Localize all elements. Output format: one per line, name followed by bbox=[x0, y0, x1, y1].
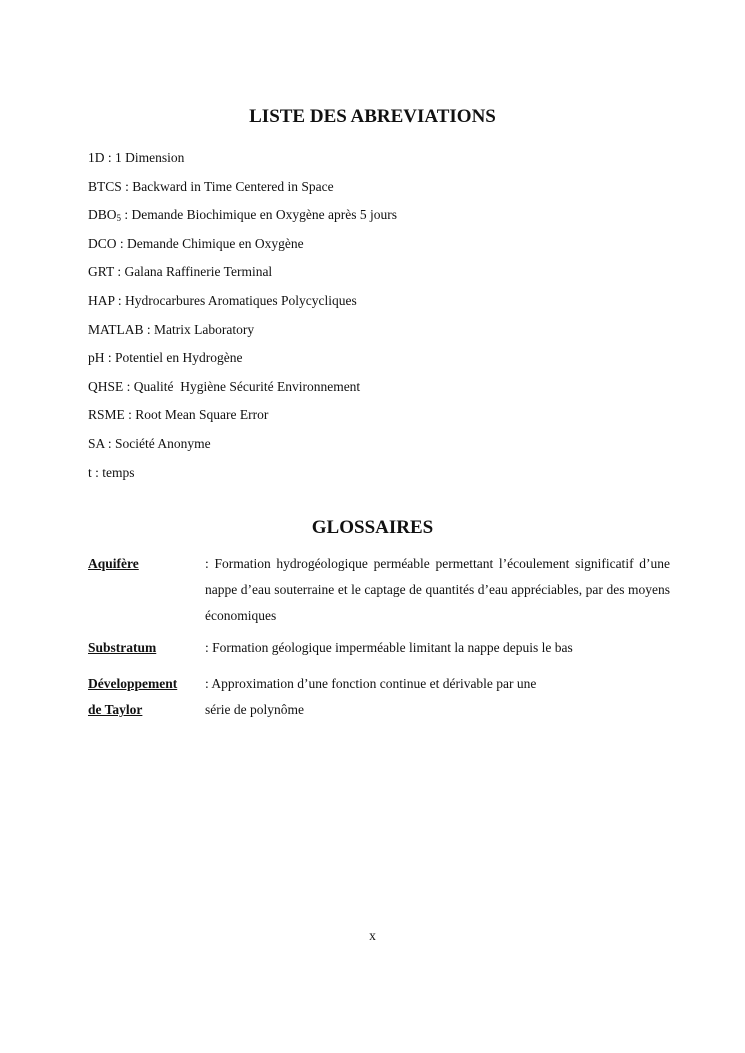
abbreviation-suffix: : Demande Biochimique en Oxygène après 5 jours bbox=[121, 207, 397, 223]
abbreviation-item: DCO : Demande Chimique en Oxygène bbox=[88, 235, 304, 251]
abbreviation-item: BTCS : Backward in Time Centered in Space bbox=[88, 178, 334, 194]
abbreviation-item: RSME : Root Mean Square Error bbox=[88, 407, 269, 423]
glossary-term: Aquifère bbox=[88, 556, 139, 571]
abbreviation-item: 1D : 1 Dimension bbox=[88, 150, 185, 165]
page-number: x bbox=[369, 928, 376, 943]
abbreviation-item: SA : Société Anonyme bbox=[88, 435, 211, 451]
glossary-term-continued: de Taylor bbox=[88, 702, 143, 717]
abbreviation-item bbox=[88, 201, 397, 230]
abbreviations-list bbox=[88, 144, 397, 487]
abbreviation-item: t : temps bbox=[88, 464, 135, 480]
abbreviation-item: HAP : Hydrocarbures Aromatiques Polycycliques bbox=[88, 292, 357, 308]
abbreviations-title: LISTE DES ABREVIATIONS bbox=[249, 106, 496, 127]
glossary-term: Développement bbox=[88, 676, 178, 691]
abbreviation-prefix: DBO bbox=[88, 207, 117, 223]
abbreviation-item: pH : Potentiel en Hydrogène bbox=[88, 350, 243, 366]
glossary-term: Substratum bbox=[88, 640, 157, 655]
glossary-definition: : Formation géologique imperméable limitant la nappe depuis le bas bbox=[205, 640, 573, 655]
glossary-definition: : Approximation d’une fonction continue et dérivable par une bbox=[205, 676, 537, 691]
abbreviation-item: GRT : Galana Raffinerie Terminal bbox=[88, 264, 273, 280]
glossary-title: GLOSSAIRES bbox=[311, 517, 434, 538]
abbreviation-item: QHSE : Qualité Hygiène Sécurité Environnement bbox=[88, 378, 361, 394]
abbreviation-subscript: 5 bbox=[116, 213, 122, 224]
abbreviation-item: MATLAB : Matrix Laboratory bbox=[88, 321, 255, 337]
glossary-definition: : Formation hydrogéologique perméable permettant l’écoulement significatif d’une nappe d’eau souterraine et le captage de quantités d’eau appréciables, par des moyens économiques bbox=[205, 556, 670, 623]
glossary-definition-continued: série de polynôme bbox=[205, 702, 304, 717]
